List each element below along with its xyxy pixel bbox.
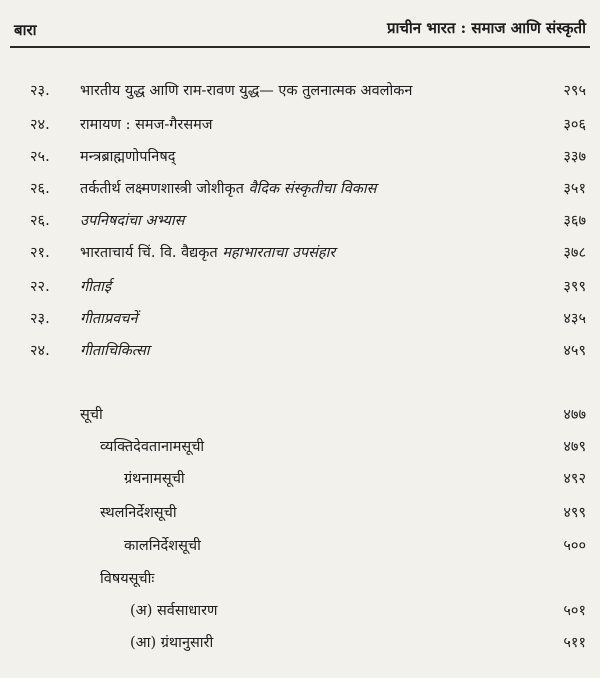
index-heading: सूची xyxy=(80,407,103,423)
entry-title xyxy=(80,242,335,262)
toc-entry xyxy=(0,340,600,364)
entry-title xyxy=(80,178,376,198)
entry-page: २९५ xyxy=(563,83,586,99)
index-item: व्यक्तिदेवतानामसूची xyxy=(100,439,205,455)
entry-page: ३६७ xyxy=(563,213,586,229)
entry-title: रामायण : समज-गैरसमज xyxy=(80,117,213,133)
entry-page: ३७८ xyxy=(563,245,586,261)
toc-entry xyxy=(0,210,600,234)
toc-entry xyxy=(0,308,600,332)
entry-title-author: भारताचार्य चिं. वि. वैद्यकृत xyxy=(80,245,223,261)
index-item: ग्रंथनामसूची xyxy=(124,471,185,487)
book-title-header: प्राचीन भारत : समाज आणि संस्कृती xyxy=(386,19,586,37)
entry-title-work: वैदिक संस्कृतीचा विकास xyxy=(248,181,377,197)
entry-number: २३. xyxy=(30,83,50,99)
toc-entry xyxy=(0,114,600,138)
page-number-header: बारा xyxy=(14,21,37,39)
entry-page: ३९९ xyxy=(563,279,586,295)
index-item-page: ५०० xyxy=(563,538,586,554)
entry-page: ४३५ xyxy=(563,311,586,327)
entry-number: २३. xyxy=(30,311,50,327)
toc-entry xyxy=(0,80,600,104)
entry-number: २२. xyxy=(30,279,50,295)
entry-title: गीताचिकित्सा xyxy=(80,343,150,359)
subject-index-heading: विषयसूचीः xyxy=(100,571,155,587)
index-item-page: ४९२ xyxy=(563,471,586,487)
entry-number: २४. xyxy=(30,343,50,359)
entry-number: २६. xyxy=(30,213,50,229)
entry-page: ३३७ xyxy=(563,149,586,165)
subject-index-item-page: ५११ xyxy=(563,635,586,651)
entry-title-work: महाभारताचा उपसंहार xyxy=(222,245,336,261)
entry-title: गीताई xyxy=(80,279,112,295)
entry-title-author: तर्कतीर्थ लक्ष्मणशास्त्री जोशीकृत xyxy=(80,181,249,197)
entry-title: भारतीय युद्ध आणि राम-रावण युद्ध— एक तुलनात्मक अवलोकन xyxy=(80,83,413,99)
entry-page: ३५१ xyxy=(563,181,586,197)
entry-title: उपनिषदांचा अभ्यास xyxy=(80,213,185,229)
index-item-page: ४९९ xyxy=(563,505,586,521)
toc-entry xyxy=(0,242,600,266)
subject-index-item-page: ५०१ xyxy=(563,603,586,619)
header-divider xyxy=(10,46,590,48)
entry-page: ४५९ xyxy=(563,343,586,359)
subject-index-item: (आ) ग्रंथानुसारी xyxy=(130,635,214,651)
entry-number: २६. xyxy=(30,181,50,197)
index-heading-page: ४७७ xyxy=(563,407,586,423)
index-item: स्थलनिर्देशसूची xyxy=(100,505,177,521)
toc-entry xyxy=(0,276,600,300)
index-item-page: ४७९ xyxy=(563,439,586,455)
subject-index-item: (अ) सर्वसाधारण xyxy=(130,603,218,619)
index-item: कालनिर्देशसूची xyxy=(124,538,201,554)
entry-title: गीताप्रवचनें xyxy=(80,311,138,327)
entry-page: ३०६ xyxy=(563,117,586,133)
toc-entry xyxy=(0,178,600,202)
entry-number: २१. xyxy=(30,245,50,261)
toc-entry xyxy=(0,146,600,170)
entry-number: २४. xyxy=(30,117,50,133)
entry-number: २५. xyxy=(30,149,50,165)
entry-title: मन्त्रब्राह्मणोपनिषद् xyxy=(80,149,176,165)
